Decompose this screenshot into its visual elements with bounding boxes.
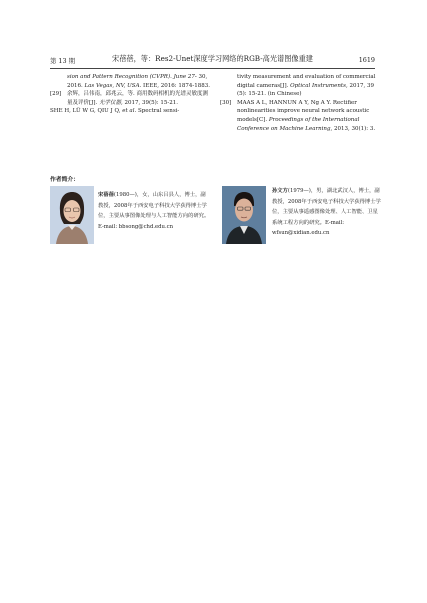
reference-text	[50, 107, 212, 116]
running-header	[50, 53, 375, 67]
reference-segment: , 2013, 30(1): 3.	[330, 125, 376, 132]
reference-text	[220, 99, 380, 133]
portrait-male-icon	[222, 186, 266, 244]
author-bio-text-1: (1980—)，女，山东吕县人，博士，副教授，2008年于西安电子科技大学获得博士学位，主要从事图像处理与人工智能方向的研究。E-mail: bbsong@chd.edu.cn	[98, 192, 210, 230]
reference-text	[220, 73, 380, 99]
portrait-female-icon	[50, 186, 94, 244]
author-bio-text-2: (1979—)，男，湖北武汉人，博士，副教授，2008年于西安电子科技大学获得博士学位，主要从事遥感图像处理、人工智能、卫星系统工程方向的研究。E-mail: wfsun@xidian.edu.cn	[272, 188, 381, 236]
author-name-1: 宋蓓蓓	[98, 192, 114, 198]
reference-segment: sion and Pattern Recognition (CVPR). June 27-	[67, 74, 197, 80]
reference-text	[50, 73, 212, 90]
author-photo-2	[222, 186, 266, 244]
reference-segment: , 2017, 39(5): 15-21.	[121, 99, 179, 106]
reference-segment: 30, 2016.	[67, 74, 208, 89]
reference-entry	[50, 73, 212, 90]
references-left-column	[50, 73, 212, 116]
running-title: 宋蓓蓓，等：Res2-Unet深度学习网络的RGB-高光谱图像重建	[112, 54, 313, 63]
reference-entry	[50, 90, 212, 107]
author-name-2: 孙文方	[272, 188, 288, 194]
reference-segment: et al.	[122, 108, 137, 115]
reference-segment: MAAS A L, HANNUN A Y, Ng A Y. Rectifier nonlinearities improve neural network acoustic models[C].	[237, 99, 370, 123]
reference-segment: Spectral sensi-	[136, 108, 180, 115]
reference-segment: SHE H, LÜ W G, QIU J Q,	[50, 108, 123, 115]
reference-segment: 余辉，吕伟南，邱兆云，等. 商用数码相机的光谱灵敏度测量及评价[J].	[67, 91, 208, 106]
reference-segment: Optical Instruments	[290, 82, 346, 89]
reference-segment: 1874-1883.	[176, 82, 210, 89]
reference-number: [30]	[220, 99, 232, 106]
issue-number: 第 13 期	[50, 57, 75, 65]
page-number: 1619	[358, 56, 375, 64]
author-bio-1	[98, 190, 210, 232]
reference-segment: Proceedings of the International Conference on Machine Learning	[237, 116, 360, 132]
author-photo-1	[50, 186, 94, 244]
references-right-column	[220, 73, 380, 133]
reference-entry	[220, 99, 380, 133]
reference-entry	[50, 107, 212, 116]
reference-segment: tivity measurement and evaluation of commercial digital cameras[J].	[237, 74, 376, 89]
reference-entry	[220, 73, 380, 99]
header-rule	[50, 68, 375, 69]
reference-number: [29]	[50, 91, 62, 98]
reference-text	[50, 90, 212, 107]
reference-segment: . IEEE, 2016:	[139, 82, 177, 89]
reference-segment: , 2017, 39 (5): 15-21. (in Chinese)	[237, 82, 374, 98]
author-bio-2	[272, 186, 382, 239]
reference-segment: 光学仪器	[99, 99, 122, 106]
reference-segment: Las Vegas, NV, USA	[84, 82, 140, 89]
authors-heading: 作者简介：	[50, 177, 79, 183]
